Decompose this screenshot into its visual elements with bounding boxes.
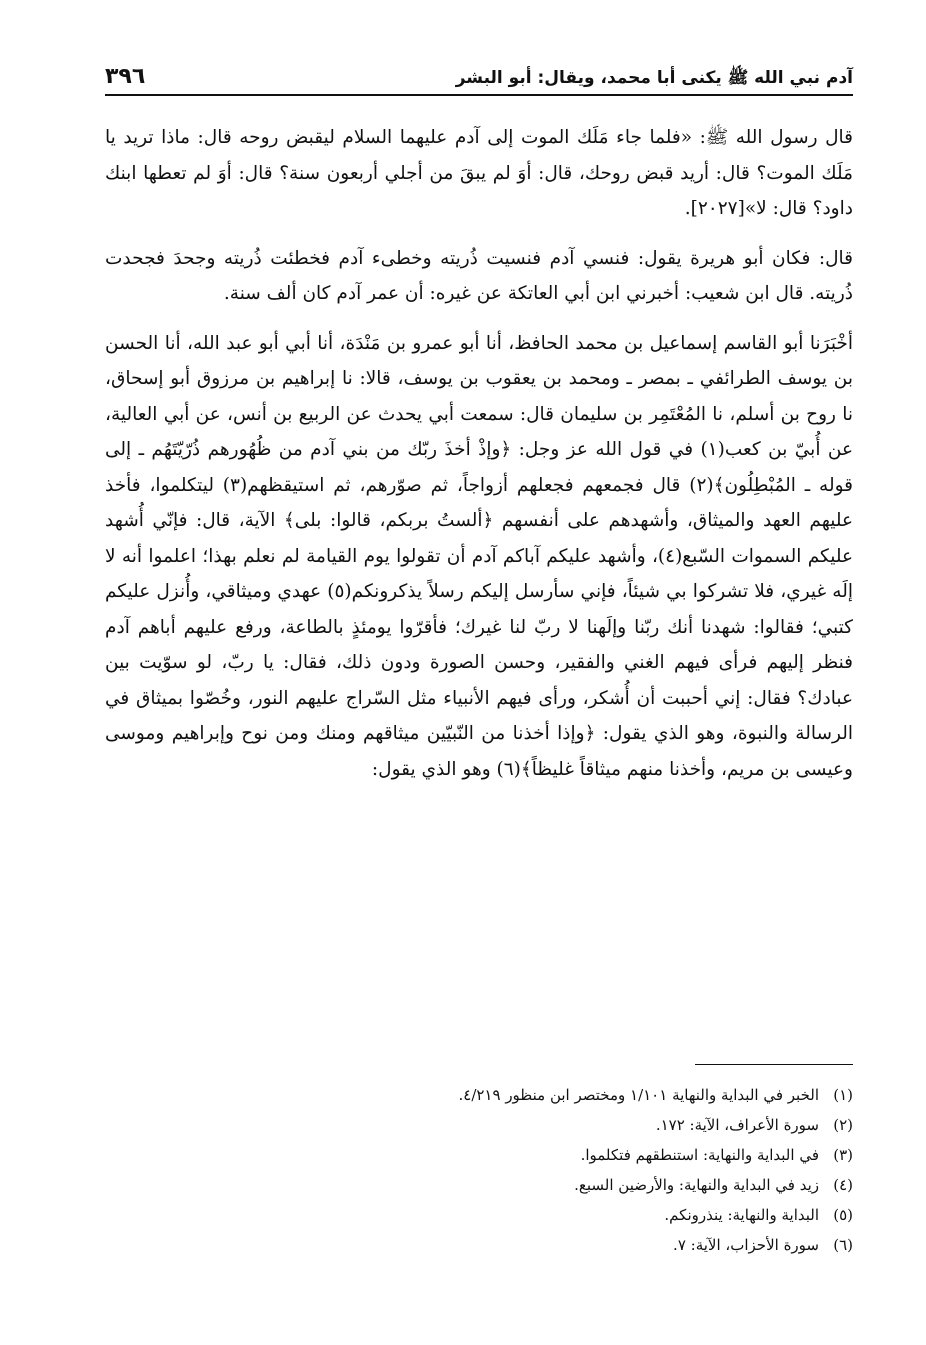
footnote-item bbox=[105, 1080, 853, 1110]
footnote-number: (٢) bbox=[833, 1116, 853, 1134]
footnote-number: (٤) bbox=[833, 1176, 853, 1194]
footnote-number: (٣) bbox=[833, 1146, 853, 1164]
footnote-item bbox=[105, 1140, 853, 1170]
footnote-item bbox=[105, 1170, 853, 1200]
footnote-text: زيد في البداية والنهاية: والأرضين السبع. bbox=[574, 1176, 819, 1194]
footnotes bbox=[105, 1080, 853, 1260]
footnote-text: البداية والنهاية: ينذرونكم. bbox=[664, 1206, 819, 1224]
running-head bbox=[105, 50, 853, 96]
footnote-text: في البداية والنهاية: استنطقهم فتكلموا. bbox=[580, 1146, 819, 1164]
footnote-number: (٦) bbox=[833, 1236, 853, 1254]
footnote-text: الخبر في البداية والنهاية ١/١٠١ ومختصر ابن منظور ٤/٢١٩. bbox=[458, 1086, 819, 1104]
running-title: آدم نبي الله ﷺ يكنى أبا محمد، ويقال: أبو البشر bbox=[455, 68, 853, 88]
footnote-item bbox=[105, 1230, 853, 1260]
footnote-item bbox=[105, 1200, 853, 1230]
page-number: ٣٩٦ bbox=[105, 64, 146, 89]
footnote-divider bbox=[695, 1064, 853, 1065]
paragraph-isnad: أخْبَرَنا أبو القاسم إسماعيل بن محمد الحافظ، أنا أبو عمرو بن مَنْدَة، أنا أبي أبو عبد الله، أنا الحسن بن يوسف الطرائفي ـ بمصر ـ ومحمد بن يعقوب بن يوسف، قالا: نا إبراهيم بن مرزوق أبو إسحاق، نا روح بن أسلم، نا المُعْتَمِر بن سليمان قال: سمعت أبي يحدث عن الربيع بن أنس، عن أبي العالية، عن أُبيّ بن كعب(١) في قول الله عز وجل: ﴿وإذْ أخذَ ربّك من بني آدم من ظُهُورهم ذُرّيّتَهُم ـ إلى قوله ـ المُبْطِلُون﴾(٢) قال فجمعهم فجعلهم أزواجاً، ثم صوّرهم، ثم استيقظهم(٣) ليتكلموا، فأخذ عليهم العهد والميثاق، وأشهدهم على أنفسهم ﴿ألستُ بربكم، قالوا: بلى﴾ الآية، قال: فإنّي أُشهد عليكم السموات السّبع(٤)، وأشهد عليكم آباكم آدم أن تقولوا يوم القيامة لم نعلم بهذا؛ اعلموا أنه لا إلَه غيري، فلا تشركوا بي شيئاً، فإني سأرسل إليكم رسلاً يذكرونكم(٥) عهدي وميثاقي، وأُنزل عليكم كتبي؛ فقالوا: شهدنا أنك ربّنا وإلَهنا لا ربّ لنا غيرك؛ فأقرّوا يومئذٍ بالطاعة، ورفع عليهم أباهم آدم فنظر إليهم فرأى فيهم الغني والفقير، وحسن الصورة ودون ذلك، فقال: يا ربّ، لو سوّيت بين عبادك؟ فقال: إني أحببت أن أُشكر، ورأى فيهم الأنبياء مثل السّراج عليهم النور، وخُصّوا بميثاق في الرسالة والنبوة، وهو الذي يقول: ﴿وإذا أخذنا من النّبيّين ميثاقهم ومنك ومن نوح وإبراهيم وموسى وعيسى بن مريم، وأخذنا منهم ميثاقاً غليظاً﴾(٦) وهو الذي يقول: bbox=[105, 332, 854, 780]
footnote-item bbox=[105, 1110, 853, 1140]
paragraph-abu-hurayra: قال: فكان أبو هريرة يقول: فنسي آدم فنسيت ذُريته وخطىء آدم فخطئت ذُريته وجحدَ فجحدت ذُريته. قال ابن شعيب: أخبرني ابن أبي العاتكة عن غيره: أن عمر آدم كان ألف سنة. bbox=[105, 247, 853, 304]
footnote-text: سورة الأحزاب، الآية: ٧. bbox=[673, 1236, 819, 1254]
footnote-number: (٥) bbox=[833, 1206, 853, 1224]
footnote-number: (١) bbox=[833, 1086, 853, 1104]
footnote-text: سورة الأعراف، الآية: ١٧٢. bbox=[655, 1116, 819, 1134]
paragraph-hadith: قال رسول الله ﷺ: «فلما جاء مَلَك الموت إلى آدم عليهما السلام ليقبض روحه قال: ماذا تريد يا مَلَك الموت؟ قال: أريد قبض روحك، قال: أوَ لم يبقَ من أجلي أربعون سنة؟ قال: أوَ لم تعطها ابنك داود؟ قال: لا»[٢٠٢٧]. bbox=[105, 127, 853, 219]
main-text bbox=[105, 120, 853, 787]
